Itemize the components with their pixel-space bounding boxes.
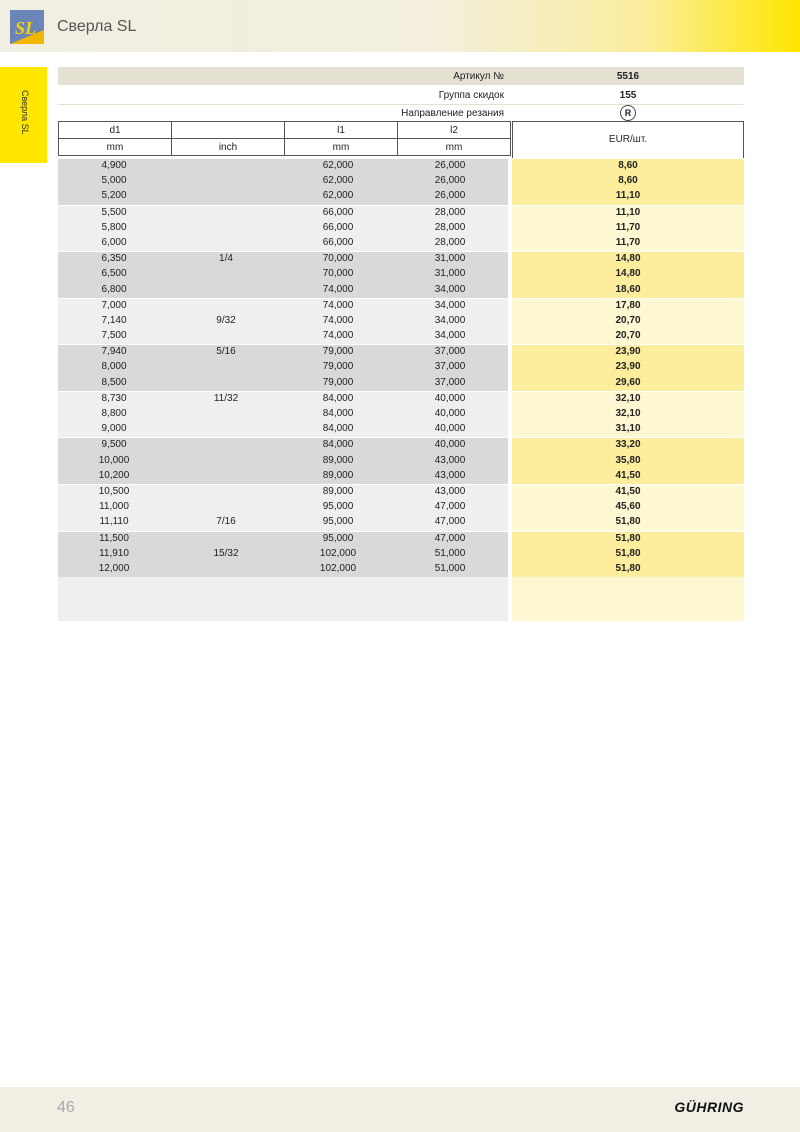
table-row [58, 252, 744, 267]
cell-l1: 84,000 [322, 392, 354, 404]
cell-price: 33,20 [615, 439, 641, 451]
sl-logo-icon [10, 10, 44, 44]
cell-l1: 62,000 [322, 175, 354, 187]
cell-price: 32,10 [615, 392, 641, 404]
row-group [58, 251, 744, 298]
cell-price: 11,10 [615, 206, 641, 218]
cell-l2: 47,000 [434, 532, 466, 544]
row-group [58, 531, 744, 578]
cell-d1: 10,200 [98, 469, 130, 481]
row-group [58, 158, 744, 205]
cell-l1: 95,000 [322, 516, 354, 528]
cell-l1: 84,000 [322, 439, 354, 451]
col-d1: d1 [59, 122, 172, 139]
cell-d1: 8,500 [101, 376, 127, 388]
cell-l2: 51,000 [434, 562, 466, 574]
table-row [58, 547, 744, 562]
cell-l1: 70,000 [322, 268, 354, 280]
cell-l2: 37,000 [434, 346, 466, 358]
cell-d1: 11,110 [99, 516, 129, 528]
cell-d1: 5,000 [101, 175, 127, 187]
cell-l2: 26,000 [434, 175, 466, 187]
unit-inch: inch [172, 139, 285, 156]
cell-inch: 11/32 [213, 392, 239, 404]
cell-l1: 95,000 [322, 532, 354, 544]
cell-l1: 102,000 [319, 562, 357, 574]
cell-inch: 5/16 [216, 346, 236, 358]
column-header-table [58, 121, 511, 156]
cell-d1: 7,140 [101, 314, 127, 326]
cell-price: 14,80 [615, 268, 641, 280]
cell-l1: 74,000 [322, 283, 354, 295]
table-row [58, 159, 744, 174]
table-row [58, 189, 744, 204]
article-value: 5516 [616, 71, 640, 82]
cell-d1: 8,730 [101, 392, 127, 404]
cell-l2: 34,000 [434, 299, 466, 311]
cell-inch: 15/32 [213, 547, 239, 559]
cell-l2: 37,000 [434, 361, 466, 373]
cell-price: 11,10 [615, 190, 641, 202]
cell-l2: 28,000 [434, 206, 466, 218]
unit-mm-l2: mm [398, 139, 511, 156]
cell-l1: 66,000 [322, 236, 354, 248]
side-tab-label: Сверла SL [20, 90, 30, 135]
table-row [58, 500, 744, 515]
cell-l1: 79,000 [322, 346, 354, 358]
cell-d1: 7,500 [101, 330, 127, 342]
cell-l1: 79,000 [322, 361, 354, 373]
cell-price: 32,10 [615, 408, 641, 419]
table-row [58, 392, 744, 407]
cell-d1: 12,000 [98, 562, 130, 574]
row-group [58, 391, 744, 438]
table-row [58, 485, 744, 500]
cell-l2: 40,000 [434, 423, 466, 435]
cell-price: 23,90 [615, 346, 641, 358]
cell-d1: 9,000 [101, 423, 127, 435]
page-header [0, 0, 800, 52]
cell-price: 20,70 [615, 330, 641, 342]
cell-d1: 10,000 [98, 454, 130, 466]
price-table-body [58, 158, 744, 621]
cell-l2: 34,000 [434, 314, 466, 326]
right-hand-cut-icon: R [620, 105, 636, 121]
cell-l2: 34,000 [434, 330, 466, 342]
cell-l1: 62,000 [322, 160, 354, 171]
cell-d1: 6,500 [101, 268, 127, 280]
cell-l1: 79,000 [322, 376, 354, 388]
price-header: EUR/шт. [512, 121, 744, 159]
cell-d1: 11,910 [99, 547, 129, 559]
cell-d1: 8,000 [101, 361, 127, 373]
table-row [58, 283, 744, 298]
table-row [58, 454, 744, 469]
cell-d1: 10,500 [98, 485, 130, 497]
cell-inch: 7/16 [216, 516, 236, 528]
table-row [58, 314, 744, 329]
cell-price: 51,80 [615, 516, 641, 528]
article-label: Артикул № [453, 71, 504, 82]
cell-price: 11,70 [615, 221, 641, 233]
cell-price: 17,80 [615, 299, 641, 311]
cell-price: 31,10 [615, 423, 641, 435]
cell-d1: 8,800 [101, 408, 127, 419]
cell-l2: 28,000 [434, 221, 466, 233]
cell-price: 8,60 [618, 160, 638, 171]
table-row [58, 515, 744, 530]
cell-l2: 40,000 [434, 439, 466, 451]
cell-price: 14,80 [615, 253, 641, 265]
table-row [58, 422, 744, 437]
cell-l1: 62,000 [322, 190, 354, 202]
cell-price: 23,90 [615, 361, 641, 373]
cell-l2: 51,000 [434, 547, 466, 559]
cell-price: 29,60 [615, 376, 641, 388]
table-row [58, 206, 744, 221]
cell-l2: 31,000 [434, 268, 466, 280]
cell-l1: 89,000 [322, 454, 354, 466]
cell-l2: 40,000 [434, 408, 466, 419]
cell-price: 41,50 [615, 485, 641, 497]
cell-l2: 47,000 [434, 501, 466, 513]
table-row [58, 236, 744, 251]
unit-mm-d1: mm [59, 139, 172, 156]
cell-l1: 70,000 [322, 253, 354, 265]
table-row [58, 562, 744, 577]
cell-l2: 34,000 [434, 283, 466, 295]
cutting-direction-row [58, 104, 744, 122]
col-empty [172, 122, 285, 139]
cell-d1: 4,900 [101, 160, 127, 171]
cell-price: 18,60 [615, 283, 641, 295]
table-row [58, 299, 744, 314]
brand-logo: GÜHRING [674, 1099, 744, 1115]
cell-d1: 5,500 [101, 206, 127, 218]
cell-l1: 66,000 [322, 206, 354, 218]
cell-d1: 5,200 [101, 190, 127, 202]
table-row [58, 345, 744, 360]
cell-l2: 37,000 [434, 376, 466, 388]
cell-price: 51,80 [615, 562, 641, 574]
cell-inch: 9/32 [216, 314, 236, 326]
cell-price: 35,80 [615, 454, 641, 466]
col-l2: l2 [398, 122, 511, 139]
discount-row [58, 86, 744, 105]
page-number: 46 [57, 1099, 75, 1116]
cell-price: 45,60 [615, 501, 641, 513]
cell-l2: 31,000 [434, 253, 466, 265]
cell-price: 8,60 [618, 175, 638, 187]
cell-d1: 6,000 [101, 236, 127, 248]
cell-l2: 47,000 [434, 516, 466, 528]
cell-l2: 40,000 [434, 392, 466, 404]
cell-l1: 102,000 [319, 547, 357, 559]
cell-l2: 26,000 [434, 160, 466, 171]
discount-label: Группа скидок [438, 90, 504, 101]
cell-d1: 9,500 [101, 439, 127, 451]
cell-inch: 1/4 [219, 253, 233, 265]
cell-l1: 74,000 [322, 314, 354, 326]
cell-l1: 66,000 [322, 221, 354, 233]
cell-d1: 11,000 [99, 501, 129, 513]
cell-l2: 43,000 [434, 454, 466, 466]
table-filler [58, 577, 744, 621]
cell-l1: 74,000 [322, 330, 354, 342]
cell-l1: 89,000 [322, 485, 354, 497]
table-row [58, 469, 744, 484]
cell-l1: 84,000 [322, 408, 354, 419]
page-title: Сверла SL [57, 18, 137, 35]
cell-l1: 74,000 [322, 299, 354, 311]
cell-l1: 84,000 [322, 423, 354, 435]
discount-value: 155 [619, 90, 637, 101]
row-group [58, 484, 744, 531]
cell-d1: 6,350 [101, 253, 127, 265]
table-row [58, 267, 744, 282]
cell-d1: 5,800 [101, 221, 127, 233]
row-group [58, 205, 744, 252]
table-row [58, 532, 744, 547]
table-row [58, 438, 744, 453]
table-row [58, 221, 744, 236]
table-row [58, 376, 744, 391]
cell-l1: 89,000 [322, 469, 354, 481]
cell-price: 51,80 [615, 532, 641, 544]
cell-l2: 43,000 [434, 469, 466, 481]
page-footer [0, 1087, 800, 1132]
cutting-direction-label: Направление резания [401, 108, 504, 119]
cell-d1: 11,500 [99, 532, 129, 544]
cell-l2: 28,000 [434, 236, 466, 248]
svg-text:SL: SL [15, 18, 37, 38]
cell-price: 11,70 [615, 236, 641, 248]
table-row [58, 329, 744, 344]
cell-price: 51,80 [615, 547, 641, 559]
table-row [58, 174, 744, 189]
cell-l2: 43,000 [434, 485, 466, 497]
unit-mm-l1: mm [285, 139, 398, 156]
article-row [58, 67, 744, 85]
cell-d1: 7,000 [101, 299, 127, 311]
cell-d1: 6,800 [101, 283, 127, 295]
cell-price: 20,70 [615, 314, 641, 326]
cell-price: 41,50 [615, 469, 641, 481]
cell-l2: 26,000 [434, 190, 466, 202]
row-group [58, 298, 744, 345]
cell-d1: 7,940 [101, 346, 127, 358]
table-row [58, 360, 744, 375]
col-l1: l1 [285, 122, 398, 139]
row-group [58, 437, 744, 484]
cell-l1: 95,000 [322, 501, 354, 513]
row-group [58, 344, 744, 391]
table-row [58, 407, 744, 422]
